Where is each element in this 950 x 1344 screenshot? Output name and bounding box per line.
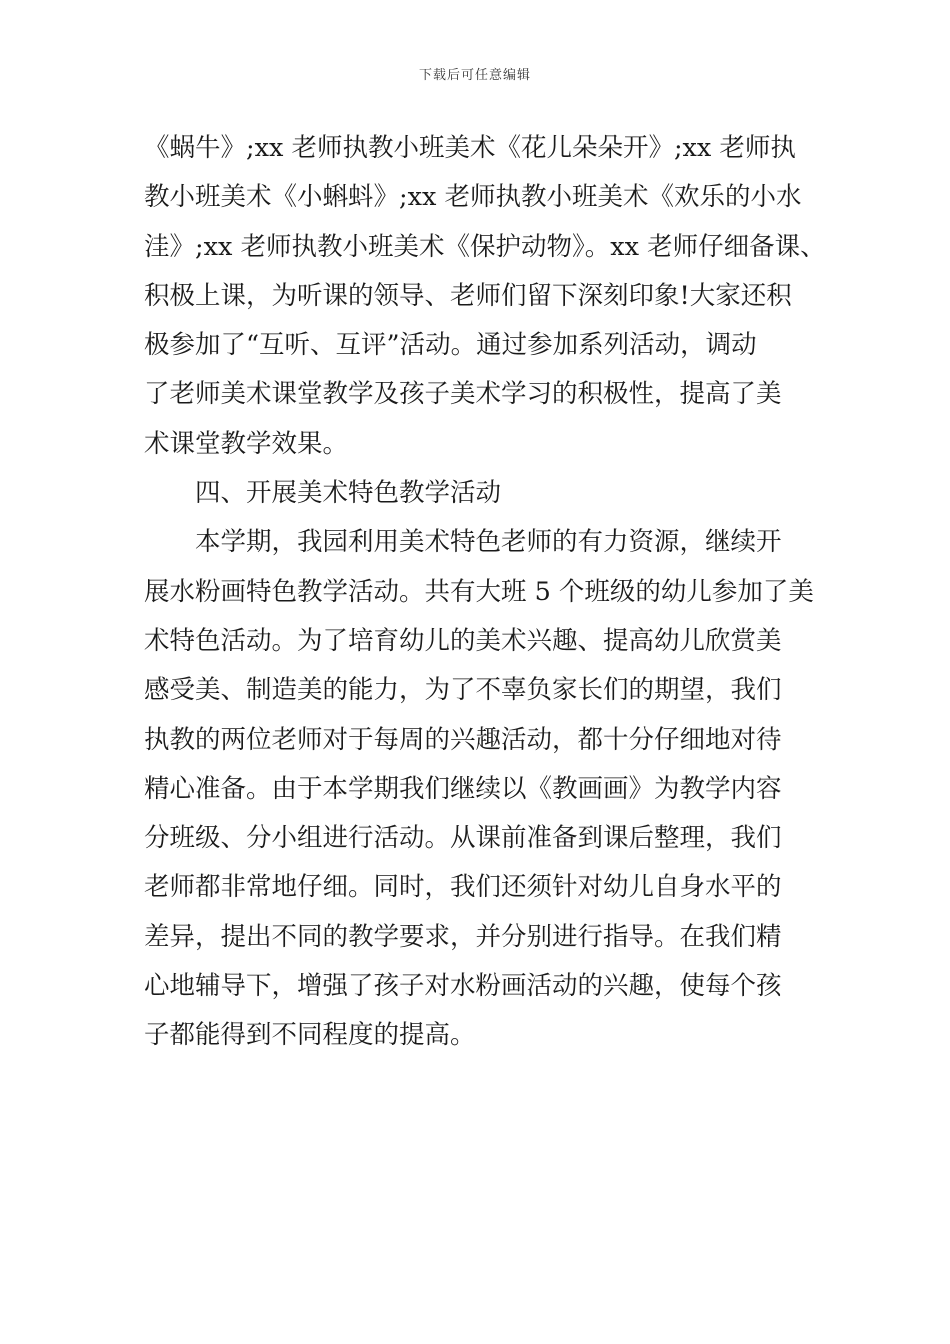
text-line: 极参加了“互听、互评”活动。通过参加系列活动，调动 bbox=[144, 330, 757, 361]
text-line: 展水粉画特色教学活动。共有大班 5 个班级的幼儿参加了美 bbox=[144, 576, 814, 607]
text-line: 执教的两位老师对于每周的兴趣活动，都十分仔细地对待 bbox=[144, 724, 782, 755]
text-line: 本学期，我园利用美术特色老师的有力资源，继续开 bbox=[195, 527, 782, 558]
text-line: 《蜗牛》;xx 老师执教小班美术《花儿朵朵开》;xx 老师执 bbox=[144, 133, 796, 163]
text-line: 心地辅导下，增强了孩子对水粉画活动的兴趣，使每个孩 bbox=[144, 971, 782, 1002]
text-line: 精心准备。由于本学期我们继续以《教画画》为教学内容 bbox=[144, 773, 782, 804]
text-line: 积极上课，为听课的领导、老师们留下深刻印象!大家还积 bbox=[144, 280, 792, 311]
text-line: 老师都非常地仔细。同时，我们还须针对幼儿自身水平的 bbox=[144, 872, 782, 903]
text-line: 子都能得到不同程度的提高。 bbox=[144, 1020, 476, 1051]
text-line: 分班级、分小组进行活动。从课前准备到课后整理，我们 bbox=[144, 823, 782, 854]
text-line: 洼》;xx 老师执教小班美术《保护动物》。xx 老师仔细备课、 bbox=[144, 231, 826, 262]
text-line: 术课堂教学效果。 bbox=[144, 428, 349, 459]
section-heading: 四、开展美术特色教学活动 bbox=[195, 478, 502, 509]
text-line: 教小班美术《小蝌蚪》;xx 老师执教小班美术《欢乐的小水 bbox=[144, 182, 802, 213]
page-header-note: 下载后可任意编辑 bbox=[418, 68, 531, 83]
text-line: 术特色活动。为了培育幼儿的美术兴趣、提高幼儿欣赏美 bbox=[144, 625, 782, 656]
document-body bbox=[144, 124, 826, 1061]
text-line: 感受美、制造美的能力，为了不辜负家长们的期望，我们 bbox=[144, 675, 782, 706]
text-line: 了老师美术课堂教学及孩子美术学习的积极性，提高了美 bbox=[144, 379, 782, 410]
text-line: 差异，提出不同的教学要求，并分别进行指导。在我们精 bbox=[144, 921, 782, 952]
